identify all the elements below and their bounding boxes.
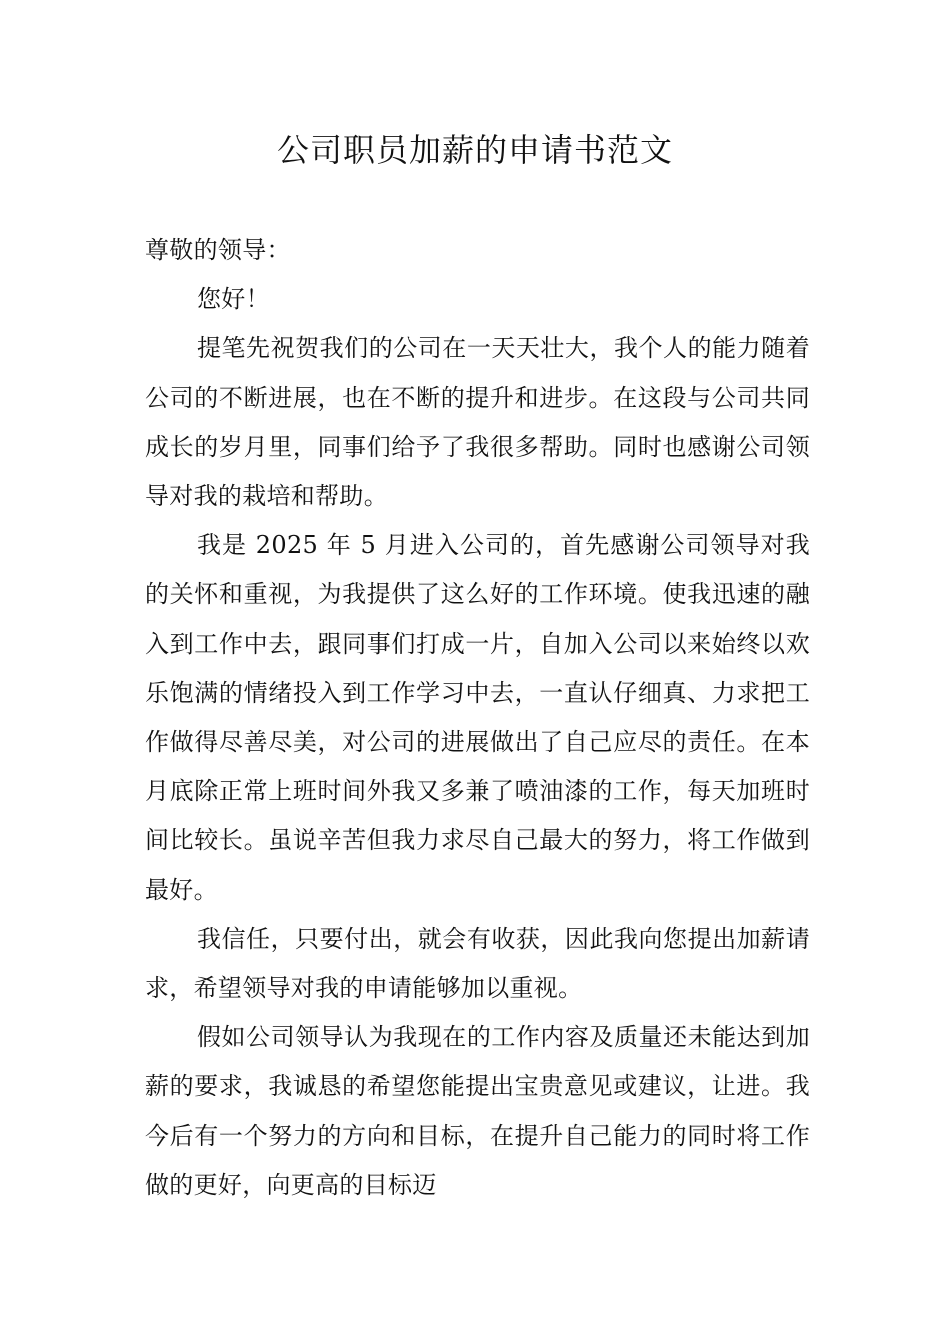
salutation: 尊敬的领导： xyxy=(145,236,291,264)
paragraph-1: 提笔先祝贺我们的公司在一天天壮大，我个人的能力随着公司的不断进展，也在不断的提升和进步。在这段与公司共同成长的岁月里，同事们给予了我很多帮助。同时也感谢公司领导对我的栽培和帮助。 xyxy=(145,334,810,511)
greeting: 您好！ xyxy=(197,285,270,314)
paragraph-2: 我是 2025 年 5 月进入公司的，首先感谢公司领导对我的关怀和重视，为我提供了这么好的工作环境。使我迅速的融入到工作中去，跟同事们打成一片，自加入公司以来始终以欢乐饱满的情绪投入到工作学习中去，一直认仔细真、力求把工作做得尽善尽美，对公司的进展做出了自己应尽的责任。在本月底除正常上班时间外我又多兼了喷油漆的工作，每天加班时间比较长。虽说辛苦但我力求尽自己最大的努力，将工作做到最好。 xyxy=(145,531,810,904)
paragraph-3: 我信任，只要付出，就会有收获，因此我向您提出加薪请求，希望领导对我的申请能够加以重视。 xyxy=(145,924,810,1003)
paragraph-4: 假如公司领导认为我现在的工作内容及质量还未能达到加薪的要求，我诚恳的希望您能提出宝贵意见或建议，让进。我今后有一个努力的方向和目标，在提升自己能力的同时将工作做的更好，向更高的目标迈 xyxy=(145,1023,810,1199)
document-body xyxy=(145,226,810,1210)
document-title: 公司职员加薪的申请书范文 xyxy=(276,131,673,169)
